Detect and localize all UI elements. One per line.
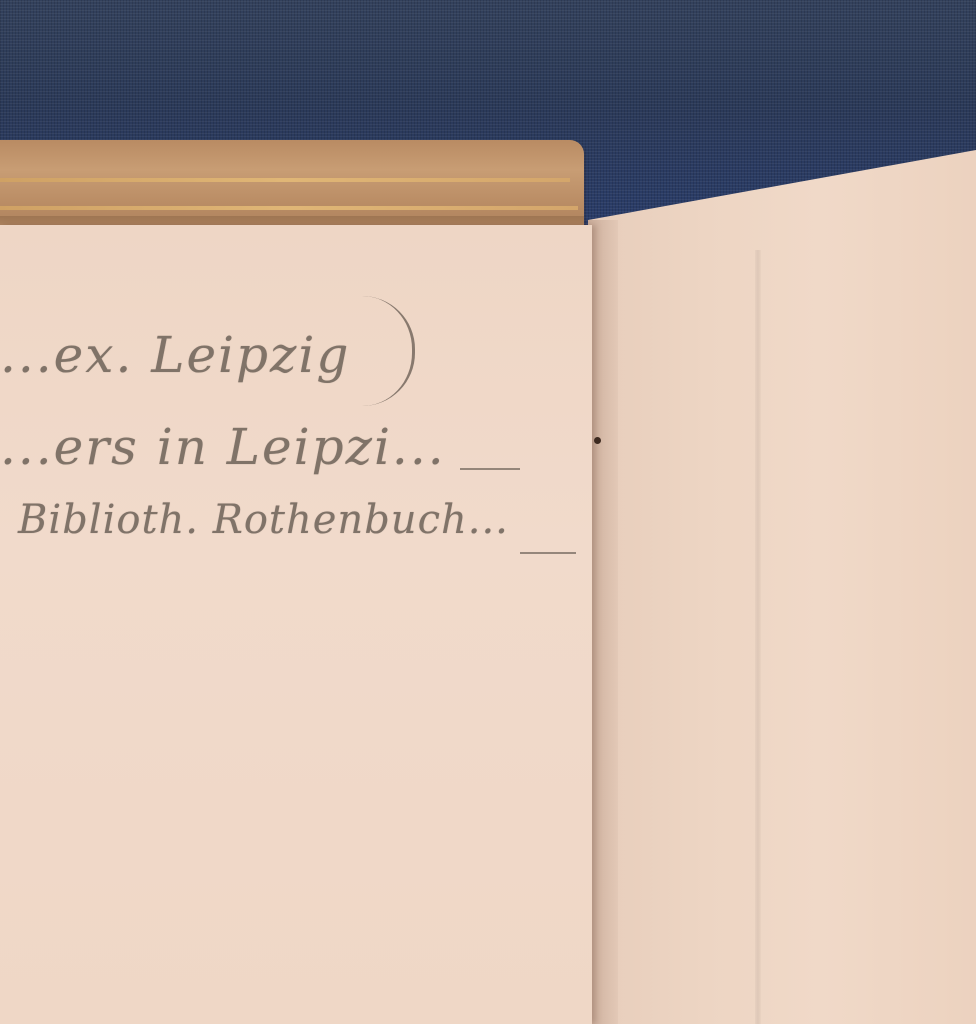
handwritten-line-3: Biblioth. Rothenbuch... — [18, 497, 509, 543]
gilt-line — [0, 206, 578, 210]
page-fold — [755, 250, 761, 1024]
handwritten-line-1: ...ex. Leipzig — [0, 326, 351, 384]
page-gutter — [588, 220, 618, 1024]
paper-speck — [594, 437, 601, 444]
handwritten-line-2: ...ers in Leipzi... — [0, 418, 446, 476]
pencil-stroke — [520, 552, 576, 554]
pencil-stroke — [460, 468, 520, 470]
right-page — [588, 150, 976, 1024]
gilt-line — [0, 178, 570, 182]
